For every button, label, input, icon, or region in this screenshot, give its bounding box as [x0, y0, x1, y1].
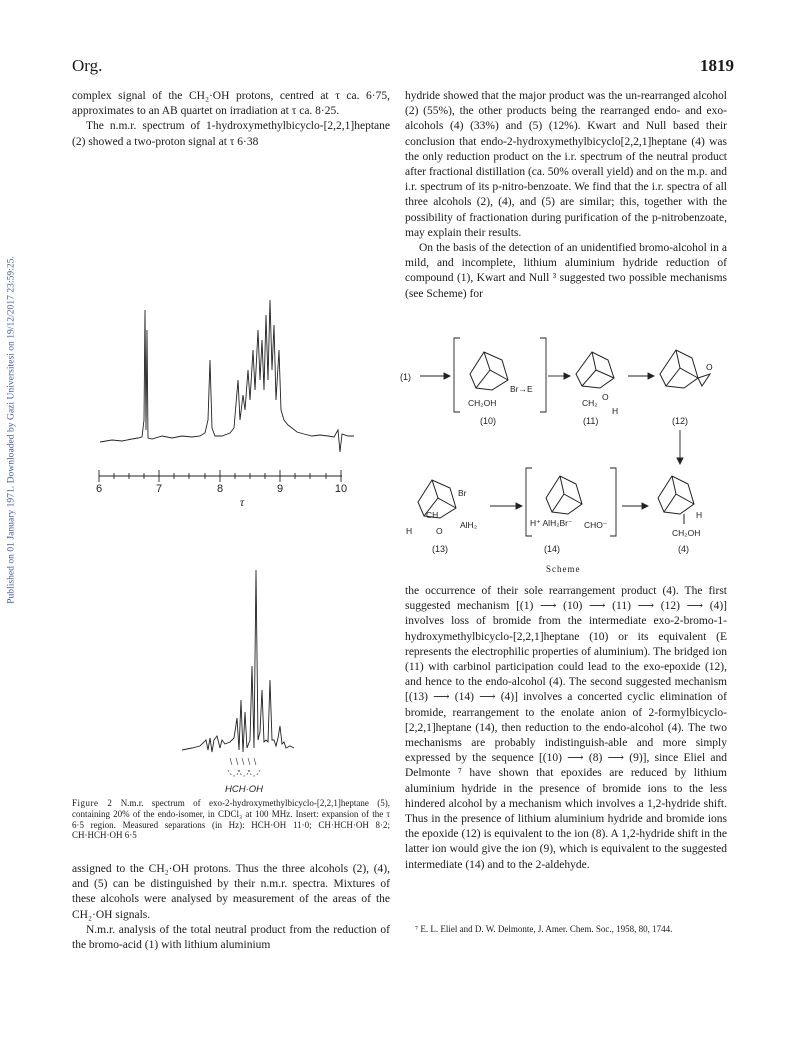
nmr-spectrum-figure — [72, 270, 392, 795]
scheme-atom-labels — [406, 362, 713, 538]
paragraph: assigned to the CH₂·OH protons. Thus the three alcohols (2), (4), and (5) can be distinguished by their n.m.r. spectra. Mixtures of these alcohols were analysed by measurement of the areas of the CH₂·OH signals. — [72, 863, 390, 921]
download-watermark — [4, 240, 18, 620]
atom-label: Br→E — [510, 384, 533, 394]
tick-label: 7 — [155, 483, 163, 495]
page-number: 1819 — [700, 56, 734, 75]
atom-label: Br — [458, 488, 467, 498]
paragraph: hydride showed that the major product was the un-rearranged alcohol (2) (55%), the other products being the rearranged endo- and exo-alcohols (4) (33%) and (5) (12%). Kwart and Null based their conclusion that endo-2-hydroxymethylbicyclo[2,2,1]heptane (4) was the only reduction product on the i.r. spectrum of the neutral product after fractional distillation (ca. 50% overall yield) and on the m.p. and i.r. spectrum of its p-nitro-benzoate. We find that the i.r. spectra of all three alcohols (2), (4), and (5) are similar; this, together with the possibility of fractionation during purification of the p-nitrobenzoate, may explain their results. — [405, 90, 727, 239]
inset-label: HCH·OH — [225, 784, 263, 795]
inset-multiplet-marks — [228, 758, 260, 776]
scheme-label-13: (13) — [432, 544, 449, 554]
right-column-bottom — [405, 584, 727, 873]
scheme-label-11: (11) — [583, 416, 599, 426]
inset-spectrum — [182, 570, 294, 752]
scheme-brackets — [454, 338, 619, 536]
tick-label: 6 — [95, 483, 103, 495]
figure-caption — [72, 798, 390, 841]
left-column-top — [72, 89, 390, 150]
figure-caption-label: Figure 2 — [72, 798, 113, 808]
journal-title: Org. — [72, 56, 103, 75]
scheme-label-14: (14) — [544, 544, 561, 554]
x-axis — [99, 470, 342, 482]
atom-label: AlH₂ — [460, 520, 477, 530]
atom-label: CHO⁻ — [584, 520, 608, 530]
right-column-top — [405, 89, 727, 302]
paragraph: The n.m.r. spectrum of 1-hydroxymethylbicyclo-[2,2,1]heptane (2) showed a two-proton signal at τ 6·38 — [72, 120, 390, 148]
axis-title: τ — [239, 495, 245, 509]
atom-label: O — [706, 362, 713, 372]
atom-label: O — [602, 392, 609, 402]
atom-label: CH — [426, 510, 439, 520]
left-column-bottom — [72, 862, 390, 953]
atom-label: CH₂OH — [468, 398, 497, 408]
atom-label: H⁺ AlH₂Br⁻ — [530, 518, 573, 528]
figure-caption-text: N.m.r. spectrum of exo-2-hydroxymethylbicyclo-[2,2,1]heptane (5), containing 20% of the endo-isomer, in CDCl₃ at 100 MHz. Insert: expansion of the τ 6·5 region. Measured separations (in Hz): HCH·OH 11·0; CH·HCH·OH 8·2; CH·HCH·OH 6·5 — [72, 798, 390, 841]
atom-label: H — [406, 526, 413, 536]
atom-label: CH₂ — [582, 398, 598, 408]
paragraph: the occurrence of their sole rearrangement product (4). The first suggested mechanism [(1) ⟶ (10) ⟶ (11) ⟶ (12) ⟶ (4)] involves loss of bromide from the intermediate exo-2-bromo-1-hydroxymethylbicyclo-[2,2,1]heptane (10) or its equivalent (E represents the electrophilic properties of aluminium). The bridged ion (11) with carbinol participation could lead to the exo-epoxide (12), and hence to the endo-alcohol (4). The second suggested mechanism [(13) ⟶ (14) ⟶ (4)] involves a concerted cyclic elimination of bromide, rearrangement to the enolate anion of 2-formylbicyclo-[2,2,1]heptane (14), then reduction to the endo-alcohol (4). The two mechanisms are probably indistinguish-able and more simply expressed by the sequence [(10) ⟶ (8) ⟶ (9)], since Eliel and Delmonte ⁷ have shown that epoxides are reduced by lithium aluminium hydride in the presence of bromide ions to the less hindered alcohol by a mechanism which involves a 1,2-hydride shift. Thus in the presence of lithium aluminium hydride and bromide ions the epoxide (12) is equivalent to the ion (8). A 1,2-hydride shift in the latter ion would give the ion (9), which is equivalent to the suggested intermediate (14) and to the 2-aldehyde. — [405, 585, 727, 871]
footnote: ⁷ E. L. Eliel and D. W. Delmonte, J. Amer. Chem. Soc., 1958, 80, 1744. — [415, 924, 673, 934]
main-spectrum — [100, 300, 354, 452]
atom-label: O — [436, 526, 443, 536]
tick-label: 9 — [276, 483, 284, 495]
paragraph: N.m.r. analysis of the total neutral product from the reduction of the bromo-acid (1) with lithium aluminium — [72, 923, 390, 952]
scheme-label-start: (1) — [400, 372, 411, 382]
scheme-label-12: (12) — [672, 416, 689, 426]
reaction-scheme — [396, 330, 736, 562]
paragraph: complex signal of the CH₂·OH protons, centred at τ ca. 6·75, approximates to an AB quartet on irradiation at τ ca. 8·25. — [72, 90, 390, 118]
paragraph: On the basis of the detection of an unidentified bromo-alcohol in a mild, and incomplete, lithium aluminium hydride reduction of compound (1), Kwart and Null ³ suggested two possible mechanisms (see Scheme) for — [405, 242, 727, 300]
tick-labels — [96, 483, 347, 495]
scheme-title: Scheme — [546, 564, 581, 574]
atom-label: H — [612, 406, 619, 416]
atom-label: H — [696, 510, 703, 520]
atom-label: CH₂OH — [672, 528, 701, 538]
download-watermark-text[interactable]: Published on 01 January 1971. Downloaded by Gazi Universitesi on 19/12/2017 23:59:25. — [5, 256, 17, 604]
tick-label: 10 — [334, 483, 348, 495]
scheme-label-4: (4) — [678, 544, 689, 554]
scheme-label-10: (10) — [480, 416, 497, 426]
tick-label: 8 — [216, 483, 224, 495]
